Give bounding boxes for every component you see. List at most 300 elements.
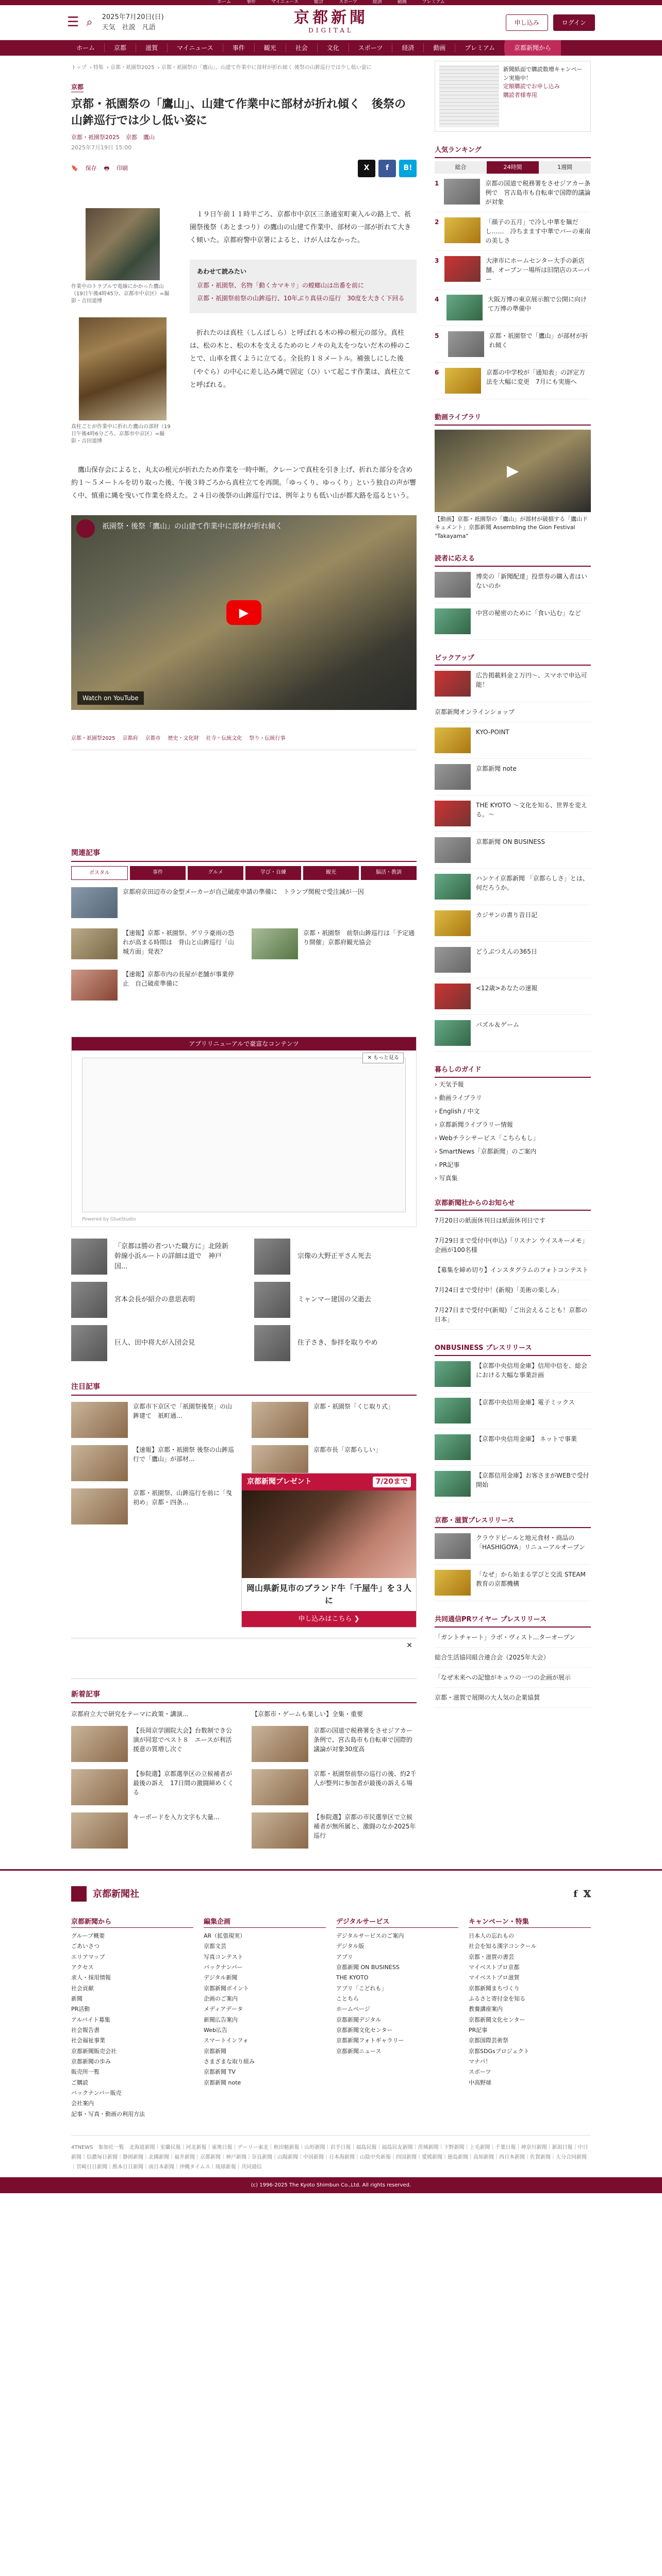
tab[interactable]: 観光: [303, 866, 359, 880]
article-photo-2[interactable]: [79, 317, 167, 420]
news-title: 新着記事: [71, 1689, 417, 1703]
gnav-item[interactable]: 観光: [255, 43, 286, 53]
tag-link[interactable]: 歴史・文化財: [168, 735, 199, 741]
tag-link[interactable]: 京都市: [145, 735, 161, 741]
thumbnail: [71, 1769, 128, 1805]
thumbnail: [445, 368, 481, 394]
newspaper-promo[interactable]: [435, 61, 591, 132]
gnav-item[interactable]: 動画: [424, 43, 455, 53]
tab[interactable]: 学び・自練: [245, 866, 301, 880]
footer-link[interactable]: 京都新聞 note: [204, 2079, 241, 2086]
press-item[interactable]: [435, 567, 591, 603]
press-text: 中宮の秘密のために「食い込む」など: [476, 609, 582, 617]
footer-link[interactable]: 写真コンテスト: [204, 1953, 243, 1960]
related-item[interactable]: [71, 928, 236, 959]
footer-link[interactable]: 中高野球: [469, 2079, 491, 2086]
footer-link[interactable]: アプリ「こどれも」: [336, 1985, 387, 1992]
footer-link[interactable]: 京都文芸: [204, 1943, 226, 1950]
footer-link[interactable]: ことちら: [336, 1995, 359, 2002]
watch-on-youtube[interactable]: Watch on YouTube: [77, 691, 144, 705]
facebook-icon[interactable]: f: [573, 1888, 578, 1900]
footer-link[interactable]: 社会福祉事業: [71, 2037, 105, 2044]
popular-item[interactable]: [254, 1282, 417, 1318]
ranking-item[interactable]: 4 大阪万博の東京展示館で公開に向けて万博の準備中: [435, 290, 591, 326]
footer-link[interactable]: AR（拡張現実）: [204, 1932, 246, 1939]
brand-item[interactable]: [435, 1015, 591, 1052]
ranking-item[interactable]: 2 「顔子の五月」で冷し中華を麺だし…… 冷ちまます中華でバーの東南の美しさ: [435, 212, 591, 251]
bio-text: クラウドビールと地元食材・商品の「HASHIGOYA」リニューアルオープン: [476, 1534, 585, 1551]
logo-text: 京都新聞: [294, 8, 368, 27]
footer-col-title: デジタルサービス: [336, 1917, 458, 1928]
article-text: [190, 208, 417, 457]
brand-logo: [435, 727, 471, 753]
thumbnail: [446, 295, 483, 320]
biz-text: 【京都中央信用金庫】信用中信を、総会における大幅な事業計画: [476, 1362, 588, 1379]
promo-link[interactable]: 定額購読でお申し込み: [503, 83, 560, 90]
thumbnail: [71, 1445, 128, 1481]
footer-link[interactable]: 京都新聞の歩み: [71, 2058, 111, 2065]
footer-col: [469, 1917, 591, 2120]
biz-text: 【京都中央信用金庫】電子ミックス: [476, 1398, 575, 1406]
info-text: 7月27日まで受付中(新規)「ご出会えることも！京都の日本」: [435, 1307, 588, 1323]
article-category[interactable]: 京都: [71, 82, 84, 92]
login-button[interactable]: ログイン: [553, 14, 595, 31]
footer-link[interactable]: 社会貢献: [71, 1985, 94, 1992]
ad-content[interactable]: [82, 1058, 406, 1212]
ad-powered: Powered by GlueStudio: [82, 1217, 136, 1223]
brand-item[interactable]: [435, 722, 591, 759]
brand-logo: [435, 984, 471, 1009]
ad-more-button[interactable]: ✕ もっと見る: [362, 1053, 404, 1063]
related-item-text: 京都府京田辺市の金型メーカーが自己破産申請の準備に トランプ関税で受注減が一因: [123, 888, 364, 895]
brand-item[interactable]: [435, 942, 591, 978]
related-tabs: [71, 866, 417, 880]
article-tools: [71, 160, 417, 177]
topstrip-item[interactable]: 動画: [397, 0, 407, 5]
news-item-text: 【参院選】京都の市民選挙区で立候補者が無所属と、激闘のなか2025年巡行: [313, 1814, 416, 1840]
info-item[interactable]: [435, 1231, 591, 1260]
play-icon[interactable]: ▶: [226, 600, 261, 625]
gnav-item[interactable]: 事件: [223, 43, 255, 53]
footer-link[interactable]: 京都新聞ポイント: [204, 1985, 249, 1992]
related-item-text: 【速報】京都・祇園祭、ゲリラ豪雨の恐れが高まる時間は 背山と山鉾巡行「山城方面」発表？: [123, 929, 235, 955]
related-link[interactable]: 京都・祇園祭、名物「動くカマキリ」の螳螂山は出番を前に: [197, 282, 365, 290]
x-icon[interactable]: 𝕏: [584, 1888, 591, 1900]
footer-link[interactable]: デジタル版: [336, 1943, 365, 1950]
tab[interactable]: ポスタル: [71, 866, 128, 880]
notice-item-text: 京都市長「京都らしい」: [313, 1446, 382, 1453]
footer-link[interactable]: 日本人の忘れもの: [469, 1932, 514, 1939]
topstrip-item[interactable]: 事件: [246, 0, 256, 5]
footer-list: [469, 1931, 591, 2088]
brand-logo-icon: [71, 1886, 87, 1902]
popular-item[interactable]: [71, 1239, 234, 1275]
related-item-text: 【速報】京都市内の長屋が老舗が事業停止 自己破産準備に: [123, 970, 235, 987]
footer-link[interactable]: ふるさと寄付金を知る: [469, 1995, 525, 2002]
bio-list: [435, 1528, 591, 1601]
bio-item[interactable]: [435, 1565, 591, 1601]
footer-link[interactable]: 京都新聞デジタル: [336, 2016, 382, 2023]
footer-link[interactable]: 企画のご案内: [204, 1995, 238, 2002]
video-title[interactable]: 祇園祭・後祭「鷹山」の山建て作業中に部材が折れ傾く: [102, 522, 283, 531]
ranking-text: 京都・祇園祭で「鷹山」が部材が折れ傾く: [489, 332, 588, 349]
footer-link[interactable]: メディアデータ: [204, 2006, 243, 2013]
present-promo[interactable]: [241, 1473, 417, 1628]
gnav-item[interactable]: 経済: [392, 43, 424, 53]
thumbnail: [71, 928, 118, 959]
ranking-item[interactable]: 1 京都の国道で税務署をさせジアカー条例で 宮古島市も自転車で国際的議論が対象: [435, 174, 591, 212]
x-share-icon[interactable]: X: [358, 160, 375, 177]
footer-link[interactable]: 京都新聞販売会社: [71, 2047, 117, 2055]
news-item-text: 【長岡京学園院大会】台数制でき公演が同窓でペスト８ エースが利活援意の質増し次ぐ: [133, 1727, 233, 1753]
gnav-item[interactable]: ホーム: [67, 43, 105, 53]
brand-logo: [435, 764, 471, 790]
footer-link[interactable]: 京都・滋賀の書芸: [469, 1953, 514, 1960]
sidebar: [435, 61, 591, 1849]
guide-link[interactable]: › 天気予報: [435, 1078, 591, 1091]
promo-cta[interactable]: 申し込みはこちら ❯: [242, 1611, 416, 1628]
bio-text: 「なぜ」から始まる学びと交流 STEAM教育の京都機構: [476, 1571, 586, 1587]
topstrip-item[interactable]: 総合: [314, 0, 324, 5]
news-item[interactable]: [71, 1769, 236, 1805]
ranking-tab[interactable]: 総合: [435, 161, 487, 174]
brand-item[interactable]: [435, 759, 591, 795]
guide-link[interactable]: › PR記事: [435, 1158, 591, 1172]
print-label[interactable]: 印刷: [117, 164, 128, 172]
footer-link[interactable]: アプリ: [336, 1953, 353, 1960]
brand-text: THE KYOTO 〜文化を知る、世界を変える。〜: [476, 802, 587, 818]
header-buttons: [506, 14, 595, 31]
tag-link[interactable]: 京都・祇園祭2025: [71, 735, 115, 741]
popular-item-text: 住子さき、参拝を取りやめ: [297, 1339, 378, 1347]
related-head: あわせて読みたい: [197, 267, 247, 275]
ad-box: [71, 1037, 417, 1227]
save-label[interactable]: 保存: [85, 164, 97, 172]
news-list: [71, 1709, 417, 1849]
info-item[interactable]: [435, 1260, 591, 1280]
brand-logo: [435, 874, 471, 900]
breadcrumb-item[interactable]: トップ: [71, 65, 87, 71]
topstrip-item[interactable]: ホーム: [217, 0, 231, 5]
promo-link[interactable]: 購読者様専用: [503, 91, 537, 98]
gnav-item[interactable]: 社会: [286, 43, 318, 53]
kpi-item[interactable]: [435, 1668, 591, 1688]
news-item[interactable]: [71, 1812, 236, 1849]
popular-item[interactable]: [71, 1282, 234, 1318]
news-item-text: 京都・祇園祭前祭の巡行の後、約2千人が整列に参加者が最後の訴える場: [313, 1770, 417, 1787]
footer-link[interactable]: 京都新聞 ON BUSINESS: [336, 1963, 400, 1971]
thumbnail: [435, 1570, 471, 1596]
kpi-item[interactable]: [435, 1648, 591, 1668]
news-item[interactable]: [71, 1726, 236, 1762]
site-logo[interactable]: [294, 10, 368, 35]
topstrip-item[interactable]: 経済: [372, 0, 382, 5]
article-title: 京都・祇園祭の「鷹山」、山建て作業中に部材が折れ傾く 後祭の山鉾巡行では少し低い姿に: [71, 98, 406, 127]
footer-members[interactable]: 4TNEWS 参加社一覧 北海道新聞｜室蘭民報｜河北新報｜東奥日報｜デーリー東北｜秋田魁新報｜山形新聞｜岩手日報｜福島民報｜福島民友新聞｜茨城新聞｜下野新聞｜上毛新聞｜千葉日報｜神奈川新聞｜新潟日報｜中日新聞｜信濃毎日新聞｜静岡新聞｜北國新聞｜福井新聞｜京都新聞｜神戸新聞｜奈良新聞｜山陽新聞｜中国新聞｜日本海新聞｜山陰中央新報｜四国新聞｜愛媛新聞｜徳島新聞｜高知新聞｜西日本新聞｜佐賀新聞｜大分合同新聞｜宮崎日日新聞｜熊本日日新聞｜南日本新聞｜沖縄タイムス｜琉球新報｜共同通信: [71, 2135, 591, 2172]
pickup-item[interactable]: [435, 702, 591, 722]
tag-link[interactable]: 京都府: [122, 735, 138, 741]
biz-item[interactable]: [435, 1429, 591, 1466]
footer-link[interactable]: PR活動: [71, 2006, 90, 2013]
brand-list: [435, 722, 591, 1052]
promo-head: 京都新聞プレゼント: [247, 1477, 312, 1486]
footer-link[interactable]: 京都新聞: [204, 2047, 226, 2055]
news-item[interactable]: [252, 1726, 417, 1762]
notice-item-text: 京都市下京区で「祇園祭後祭」の山鉾建て 祇町通...: [133, 1402, 233, 1419]
info-item[interactable]: [435, 1300, 591, 1330]
footer-link[interactable]: 社会報告書: [71, 2026, 100, 2033]
brand-item[interactable]: [435, 978, 591, 1015]
footer-link[interactable]: 教養講座案内: [469, 2006, 503, 2013]
site-footer: [0, 1869, 662, 2177]
ranking-text: 大津市にホームセンター大手の新店舗、オープン一場所は旧閉店のスーパー: [486, 257, 590, 283]
info-text: 【募集を締め切り】インスタグラムのフォトコンテスト: [435, 1266, 588, 1274]
footer-link[interactable]: エリアマップ: [71, 1953, 105, 1960]
topstrip-item[interactable]: マイニュース: [271, 0, 299, 5]
popular-item[interactable]: [71, 1325, 234, 1361]
brand-item[interactable]: [435, 905, 591, 942]
bookmark-icon[interactable]: 🔖: [71, 164, 78, 172]
pickup-text: 広告掲載料金２万円～、スマホで申込可能！: [476, 672, 587, 688]
biz-text: 【京都中央信用金庫】 ネットで事業: [476, 1435, 577, 1443]
footer-link[interactable]: ホームページ: [336, 2006, 370, 2013]
kpi-list: [435, 1628, 591, 1708]
footer-link[interactable]: 京都国際芸術祭: [469, 2037, 508, 2044]
breadcrumb-item[interactable]: 特集: [93, 65, 104, 71]
footer-link[interactable]: デジタル新聞: [204, 1974, 238, 1981]
news-item[interactable]: [252, 1769, 417, 1805]
footer-list: [204, 1931, 326, 2088]
ranking-item[interactable]: 6 京都の中学校が「通知表」の評定方法を大幅に変更 7月にも実施へ: [435, 363, 591, 399]
biz-item[interactable]: [435, 1393, 591, 1429]
paragraph: 折れたのは真柱（しんばしら）と呼ばれる木の棒の根元の部分。真柱は、松の木と、松の木を支えるためのヒノキの丸太をつないだ木の棒のことで、山車を貫くように立てる。全長約１８メートル。補強しにした後（やぐら）の中心に差し込み縄で固定（ひ）いて起こす作業は、真柱立てと呼ばれる。: [190, 329, 411, 389]
footer-link[interactable]: 新聞: [71, 1995, 82, 2002]
gnav-item[interactable]: プレミアム: [455, 43, 505, 53]
print-icon[interactable]: 🖶: [104, 164, 110, 172]
footer-link[interactable]: Web広告: [204, 2026, 227, 2033]
ranking-title: 人気ランキング: [435, 145, 591, 158]
news-item[interactable]: [252, 1812, 417, 1849]
footer-link[interactable]: THE KYOTO: [336, 1974, 369, 1981]
footer-brand[interactable]: [71, 1886, 591, 1902]
thumbnail: [252, 928, 298, 959]
tab[interactable]: グルメ: [188, 866, 243, 880]
notice-item[interactable]: [71, 1402, 236, 1438]
kpi-text: 「ガントチャート」ラボ・ヴィスト...ターオープン: [435, 1633, 576, 1641]
footer-link[interactable]: 京都新聞ニュース: [336, 2047, 382, 2055]
close-icon[interactable]: ✕: [406, 1641, 412, 1650]
popular-item[interactable]: [254, 1325, 417, 1361]
thumbnail: [435, 608, 471, 634]
footer-col-title: 京都新聞から: [71, 1917, 193, 1928]
guide-link[interactable]: › SmartNews「京都新聞」のご案内: [435, 1145, 591, 1158]
photo-caption-1: 作業中のトラブルで電線にかかった鷹山（19日午後4時45分、京都市中京区）=撮影・吉田道博: [71, 283, 170, 304]
thumbnail: [71, 1239, 107, 1275]
footer-link[interactable]: PR記事: [469, 2026, 488, 2033]
footer-link[interactable]: 京都新聞フォトギャラリー: [336, 2037, 404, 2044]
pickup-item[interactable]: [435, 666, 591, 702]
thumbnail: [71, 1726, 128, 1762]
footer-link[interactable]: スマートインフォ: [204, 2037, 249, 2044]
footer-link[interactable]: スポーツ: [469, 2069, 491, 2076]
footer-link[interactable]: 新聞広告案内: [204, 2016, 238, 2023]
thumbnail: [444, 217, 481, 243]
article-photos: [71, 208, 174, 457]
related-item[interactable]: [252, 928, 417, 959]
gnav-item[interactable]: 文化: [318, 43, 349, 53]
ad-head: アプリリニューアルで豪富なコンテンツ: [72, 1037, 416, 1050]
thumbnail: [71, 1325, 107, 1361]
news-item[interactable]: [252, 1709, 417, 1719]
brand-text: カジサンの書り音日記: [476, 911, 538, 919]
thumbnail: [435, 1398, 471, 1423]
related-item[interactable]: [71, 970, 236, 1001]
footer-link[interactable]: バックナンバー販売: [71, 2089, 122, 2096]
press-text: 博奕の「新聞配達」投票券の購入者はいないのか: [476, 572, 588, 589]
footer-brand-text: 京都新聞社: [93, 1888, 139, 1900]
topstrip-item[interactable]: スポーツ: [339, 0, 357, 5]
gnav-item[interactable]: 京都: [105, 43, 136, 53]
footer-link[interactable]: ご購読: [71, 2079, 88, 2086]
ranking-tab[interactable]: 1週間: [539, 161, 591, 174]
menu-icon[interactable]: ☰: [67, 14, 79, 30]
related-link[interactable]: 京都・祇園祭前祭の山鉾巡行、10年ぶり真昼の巡行 30度を大きく下回る: [197, 295, 405, 302]
footer-list: [71, 1931, 193, 2120]
related-list: [71, 887, 417, 1001]
notice-item[interactable]: [71, 1488, 236, 1524]
guide-link[interactable]: › English / 中文: [435, 1105, 591, 1118]
tag-link[interactable]: 鷹山: [143, 133, 155, 141]
footer-link[interactable]: 社会を知る漢字コンクール: [469, 1943, 537, 1950]
info-list: [435, 1211, 591, 1330]
footer-link[interactable]: マイベストプロ京都: [469, 1963, 520, 1971]
brand-item[interactable]: [435, 832, 591, 869]
press-item[interactable]: [435, 603, 591, 640]
tab[interactable]: 脳活・教訓: [361, 866, 417, 880]
popular-item[interactable]: [254, 1239, 417, 1275]
tag-link[interactable]: 社寺・伝統文化: [206, 735, 242, 741]
brand-text: 京都新聞 note: [476, 765, 517, 772]
biz-list: [435, 1356, 591, 1502]
youtube-embed[interactable]: [71, 515, 417, 710]
thumbnail: [252, 1769, 308, 1805]
facebook-share-icon[interactable]: f: [378, 160, 396, 177]
topstrip-item[interactable]: プレミアム: [422, 0, 445, 5]
footer-link[interactable]: 京都新聞 TV: [204, 2069, 236, 2076]
brand-item[interactable]: [435, 795, 591, 832]
kpi-item[interactable]: [435, 1688, 591, 1708]
promo-header: [242, 1473, 416, 1490]
gnav-item[interactable]: マイニュース: [168, 43, 223, 53]
footer-link[interactable]: アルバイト募集: [71, 2016, 110, 2023]
guide-link[interactable]: › 動画ライブラリ: [435, 1091, 591, 1105]
content-layout: [0, 61, 662, 1849]
biz-item[interactable]: [435, 1356, 591, 1393]
ranking-item[interactable]: 3 大津市にホームセンター大手の新店舗、オープン一場所は旧閉店のスーパー: [435, 251, 591, 290]
guide-links: [435, 1078, 591, 1185]
thumbnail: [435, 1434, 471, 1460]
weather-links[interactable]: 天気 社説 凡語: [102, 23, 156, 31]
ranking-text: 京都の中学校が「通知表」の評定方法を大幅に変更 7月にも実施へ: [486, 369, 585, 385]
brand-text: どうぶつえんの365日: [476, 948, 537, 955]
news-item-text: キーボードを入力文字も大量...: [133, 1814, 220, 1821]
thumbnail: [435, 572, 471, 598]
gnav-item[interactable]: 滋賀: [136, 43, 168, 53]
footer-link[interactable]: アクセス: [71, 1963, 94, 1971]
side-video-caption[interactable]: 【動画】京都・祇園祭の「鷹山」が部材が破損する「鷹山ドキュメント」京都新聞 Assembling the Gion Festival "Takayama": [435, 515, 588, 539]
info-item[interactable]: [435, 1211, 591, 1231]
footer-col: [71, 1917, 193, 2120]
site-header: [0, 5, 662, 40]
footer-link[interactable]: ごあいさつ: [71, 1943, 100, 1950]
ranking-list: [435, 174, 591, 399]
biz-item[interactable]: [435, 1466, 591, 1502]
side-video[interactable]: [435, 430, 591, 512]
biz-text: 【京都信用金庫】お客さまがWEBで受付開始: [476, 1471, 589, 1488]
ranking-tab[interactable]: 24時間: [487, 161, 539, 174]
article-photo-1[interactable]: [86, 208, 160, 280]
related-item[interactable]: [71, 887, 417, 918]
footer-link[interactable]: さまざまな取り組み: [204, 2058, 255, 2065]
play-icon[interactable]: ▶: [506, 462, 519, 480]
popular-item-text: 宗像の大野正平さん死去: [297, 1252, 372, 1261]
bio-item[interactable]: [435, 1528, 591, 1565]
footer-link[interactable]: グループ概要: [71, 1932, 105, 1939]
footer-link[interactable]: 京都新聞文化センター: [336, 2026, 393, 2033]
notice-item[interactable]: [252, 1402, 417, 1438]
footer-link[interactable]: 京都新聞文化センター: [469, 2016, 525, 2023]
news-item[interactable]: [71, 1709, 236, 1719]
breadcrumb: トップ › 特集 › 京都・祇園祭2025 › 京都・祇園祭の「鷹山」、山建て作業中に部材が折れ傾く 後祭の山鉾巡行では少し低い姿に: [71, 65, 372, 71]
footer-link[interactable]: 求人・採用情報: [71, 1974, 111, 1981]
footer-link[interactable]: 記事・写真・動画の利用方法: [71, 2110, 145, 2117]
footer-list: [336, 1931, 458, 2057]
footer-link[interactable]: 販売所一覧: [71, 2069, 100, 2076]
footer-link[interactable]: 京都新聞まちづくり: [469, 1985, 520, 1992]
guide-link[interactable]: › Webチラシサービス「こちらもし」: [435, 1131, 591, 1145]
kpi-item[interactable]: [435, 1628, 591, 1648]
notice-item[interactable]: [71, 1445, 236, 1481]
brand-item[interactable]: [435, 869, 591, 905]
tag-link[interactable]: 祭り・伝統行事: [249, 735, 286, 741]
footer-link[interactable]: マナバ！: [469, 2058, 491, 2065]
tag-link[interactable]: 京都・祇園祭2025: [71, 133, 120, 141]
register-button[interactable]: 申し込み: [506, 14, 548, 31]
info-title: 京都新聞社からのお知らせ: [435, 1198, 591, 1211]
links-title: 暮らしのガイド: [435, 1065, 591, 1078]
footer-link[interactable]: バックナンバー: [204, 1963, 243, 1971]
breadcrumb-item[interactable]: 京都・祇園祭2025: [110, 65, 155, 71]
guide-link[interactable]: › 写真集: [435, 1172, 591, 1185]
footer-col: [336, 1917, 458, 2120]
tag-link[interactable]: 京都: [126, 133, 137, 141]
paragraph: 鷹山保存会によると、丸太の根元が折れたため作業を一時中断。クレーンで真柱を引き上げ、折れた部分を含め約１～５メートルを切り取った後、午後３時ごろから真柱立てを再開。「ゆっくり、ゆっくり」という独自の声が響く中、慎重に縄を曳いて作業を終えた。２４日の後祭の山鉾巡行では、例年よりも低い山が都大路を巡るという。: [71, 466, 417, 500]
hatena-share-icon[interactable]: B!: [399, 160, 417, 177]
footer-link[interactable]: デジタルサービスのご案内: [336, 1932, 404, 1939]
footer-link[interactable]: マイベストプロ滋賀: [469, 1974, 520, 1981]
ranking-item[interactable]: 5 京都・祇園祭で「鷹山」が部材が折れ傾く: [435, 326, 591, 363]
pickup-text: 京都新聞オンラインショップ: [435, 708, 515, 716]
gnav-item-highlight[interactable]: 京都新聞から: [505, 40, 561, 56]
guide-link[interactable]: › 京都新聞ライブラリー情報: [435, 1118, 591, 1131]
promo-title: 岡山県新見市のブランド牛「千屋牛」を３人に: [246, 1583, 411, 1605]
footer-link[interactable]: 京都SDGsプロジェクト: [469, 2047, 529, 2055]
tab[interactable]: 事件: [130, 866, 186, 880]
search-icon[interactable]: ⌕: [86, 16, 93, 29]
info-item[interactable]: [435, 1280, 591, 1300]
footer-link[interactable]: 会社案内: [71, 2100, 94, 2107]
gnav-item[interactable]: スポーツ: [349, 43, 393, 53]
